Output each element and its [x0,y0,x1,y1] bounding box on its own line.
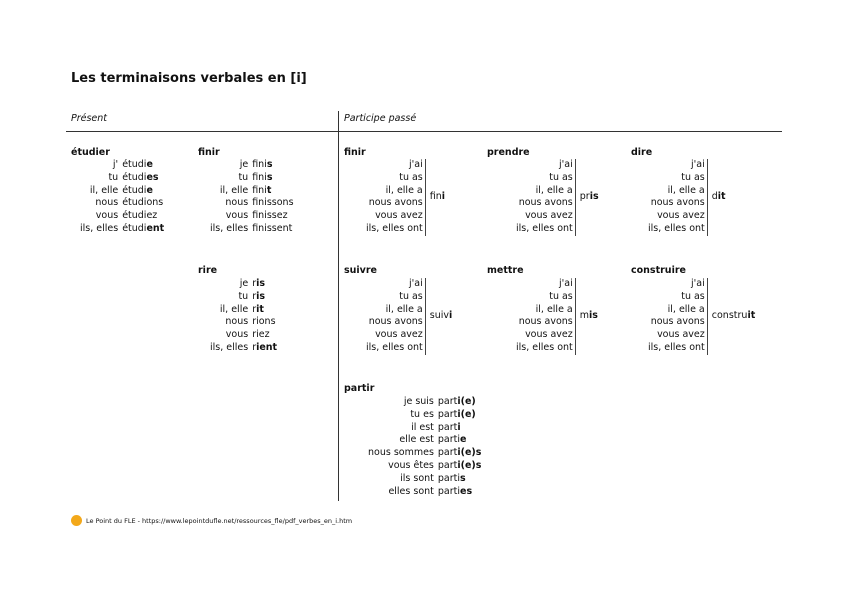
verb-ending: es [460,485,473,497]
conjugation-row [368,473,481,486]
verb-stem: étudi [122,171,147,183]
verb-form [252,210,293,223]
conjugation-row [210,329,277,342]
pronoun: tu es [410,408,434,420]
auxiliary: vous avez [648,329,707,342]
participle-row [648,278,755,291]
conjugation-row [80,223,164,236]
verb-ending: s [460,472,466,484]
participle-construire [648,278,755,355]
conjugation-row [210,278,277,291]
conjugation-row [210,159,294,172]
participle-row [648,159,726,172]
participle-row [366,159,445,172]
verb-stem: part [437,408,458,420]
conjugation-row [80,159,164,172]
verb-ending: e [146,184,153,196]
verb-ending: it [256,303,264,315]
pronoun: je suis [403,396,434,407]
verb-stem: riez [252,329,270,341]
verb-stem: finissez [252,210,288,222]
verb-name-partir: partir [344,383,375,394]
verb-stem: étudi [122,159,147,170]
verb-form [438,460,482,473]
participle-finir [366,159,445,236]
verb-stem: rions [252,316,276,328]
participle-suivre [366,278,452,355]
past-participle [575,278,598,355]
verb-stem: part [437,459,458,471]
conjugation-row [368,486,481,499]
auxiliary: ils, elles ont [648,342,707,355]
pronoun: nous [225,316,249,328]
auxiliary: il, elle a [366,304,425,317]
auxiliary: j'ai [516,278,575,291]
pronoun: il, elle [89,184,119,196]
participle-ending: it [747,309,756,321]
auxiliary: ils, elles ont [516,223,575,236]
pp-name-prendre: prendre [487,147,530,158]
auxiliary: j'ai [516,159,575,172]
participle-mettre [516,278,598,355]
conjugation-row [80,185,164,198]
auxiliary: ils, elles ont [366,342,425,355]
pronoun: ils, elles [210,341,249,353]
verb-name-finir: finir [198,147,220,158]
verb-ending: ient [256,341,278,353]
conjugation-rire [210,278,277,355]
verb-stem: fini [252,171,267,183]
conjugation-row [210,197,294,210]
verb-stem: parti [437,485,461,497]
pp-name-construire: construire [631,265,686,276]
participle-ending: i [441,190,446,202]
conjugation-etudier [80,159,164,236]
participle-row [516,159,599,172]
auxiliary: j'ai [648,159,707,172]
auxiliary: tu as [366,172,425,185]
participle-stem: fin [429,190,442,202]
pronoun: elle est [399,434,434,446]
conjugation-row [210,316,277,329]
auxiliary: tu as [648,291,707,304]
pronoun: vous [95,210,119,222]
verb-form [438,396,482,409]
past-participle [425,159,445,236]
participle-ending: is [589,309,598,321]
auxiliary: ils, elles ont [366,223,425,236]
footer-text[interactable]: Le Point du FLE - https://www.lepointdufle.net/ressources_fle/pdf_verbes_en_i.htm [86,516,353,525]
verb-form [438,409,482,422]
pp-name-mettre: mettre [487,265,524,276]
auxiliary: tu as [516,291,575,304]
auxiliary: nous avons [516,197,575,210]
conjugation-row [368,396,481,409]
auxiliary: vous avez [516,210,575,223]
auxiliary: il, elle a [366,185,425,198]
conjugation-row [210,304,277,317]
footer [71,515,352,526]
pronoun: vous [225,329,249,341]
auxiliary: vous avez [648,210,707,223]
pronoun: ils, elles [210,222,249,234]
pronoun: je [239,278,249,289]
pronoun: vous êtes [388,459,434,471]
auxiliary: tu as [516,172,575,185]
verb-stem: part [437,421,458,433]
verb-form [252,172,293,185]
verb-ending: i [457,421,461,433]
conjugation-row [80,197,164,210]
conjugation-partir [368,396,481,498]
pronoun: nous sommes [368,447,434,459]
auxiliary: j'ai [366,278,425,291]
verb-stem: r [252,303,257,315]
conjugation-finir [210,159,294,236]
header-divider [66,131,782,132]
verb-form [252,223,293,236]
verb-stem: parti [437,472,461,484]
page-title: Les terminaisons verbales en [i] [71,71,307,86]
auxiliary: j'ai [648,278,707,291]
section-participe: Participe passé [344,113,417,124]
verb-stem: étudi [122,184,147,196]
conjugation-row [210,342,277,355]
verb-stem: finissent [252,222,293,234]
pp-name-dire: dire [631,147,653,158]
conjugation-row [368,422,481,435]
pronoun: je [239,159,249,170]
pronoun: tu [108,171,119,183]
verb-stem: étudi [122,222,147,234]
verb-ending: i(e) [457,408,476,420]
auxiliary: nous avons [366,316,425,329]
participle-stem: suiv [429,309,449,321]
verb-form [252,159,293,172]
past-participle [575,159,598,236]
section-present: Présent [71,113,108,124]
participle-stem: constru [711,309,748,321]
verb-ending: i(e)s [457,459,482,471]
pronoun: il, elle [219,184,249,196]
verb-stem: étudions [122,197,164,209]
participle-ending: i [449,309,453,321]
participle-row [516,278,598,291]
auxiliary: vous avez [366,329,425,342]
verb-form [252,329,277,342]
participle-row [366,278,452,291]
conjugation-row [80,210,164,223]
auxiliary: ils, elles ont [516,342,575,355]
verb-ending: es [146,171,159,183]
verb-ending: i(e)s [457,447,482,459]
participle-ending: is [589,190,599,202]
auxiliary: tu as [366,291,425,304]
verb-ending: is [256,290,266,302]
auxiliary: vous avez [516,329,575,342]
verb-ending: e [460,434,467,446]
column-divider [338,111,339,501]
pronoun: vous [225,210,249,222]
verb-ending: s [266,171,273,183]
pronoun: il est [411,421,434,433]
auxiliary: il, elle a [516,304,575,317]
pronoun: tu [238,290,249,302]
verb-form [122,185,164,198]
auxiliary: nous avons [648,316,707,329]
pronoun: tu [238,171,249,183]
verb-form [122,210,164,223]
conjugation-row [210,223,294,236]
pronoun: j' [112,159,119,170]
verb-form [252,278,277,291]
participle-prendre [516,159,599,236]
auxiliary: j'ai [366,159,425,172]
verb-stem: fini [252,184,267,196]
verb-stem: part [437,396,458,407]
participle-dire [648,159,726,236]
conjugation-row [368,460,481,473]
verb-stem: finissons [252,197,294,209]
verb-form [438,486,482,499]
conjugation-row [210,210,294,223]
verb-name-etudier: étudier [71,147,110,158]
verb-form [122,197,164,210]
verb-stem: r [252,278,257,289]
verb-form [438,473,482,486]
verb-form [122,223,164,236]
verb-form [252,316,277,329]
verb-stem: part [437,447,458,459]
participle-stem: m [579,309,590,321]
pronoun: nous [225,197,249,209]
verb-form [252,197,293,210]
auxiliary: nous avons [648,197,707,210]
pronoun: il, elle [219,303,249,315]
verb-ending: s [266,159,273,170]
pronoun: ils, elles [80,222,119,234]
conjugation-row [80,172,164,185]
verb-form [438,434,482,447]
pp-name-finir: finir [344,147,366,158]
past-participle [707,159,725,236]
verb-form [438,447,482,460]
conjugation-row [210,185,294,198]
auxiliary: il, elle a [648,304,707,317]
verb-name-rire: rire [198,265,218,276]
past-participle [425,278,452,355]
verb-stem: r [252,341,257,353]
participle-ending: it [717,190,726,202]
verb-ending: is [256,278,266,289]
pronoun: elles sont [388,485,434,497]
logo-dot-icon [71,515,82,526]
conjugation-row [368,434,481,447]
conjugation-row [210,172,294,185]
verb-form [122,172,164,185]
conjugation-row [368,447,481,460]
auxiliary: tu as [648,172,707,185]
auxiliary: il, elle a [516,185,575,198]
participle-stem: pr [579,190,590,202]
verb-form [252,342,277,355]
verb-stem: r [252,290,257,302]
verb-form [252,304,277,317]
past-participle [707,278,755,355]
participle-stem: d [711,190,718,202]
pp-name-suivre: suivre [344,265,377,276]
verb-form [252,185,293,198]
auxiliary: ils, elles ont [648,223,707,236]
pronoun: nous [95,197,119,209]
verb-ending: ent [146,222,165,234]
verb-stem: fini [252,159,267,170]
auxiliary: nous avons [516,316,575,329]
auxiliary: nous avons [366,197,425,210]
verb-stem: parti [437,434,461,446]
verb-stem: étudiez [122,210,158,222]
pronoun: ils sont [400,472,434,484]
verb-ending: i(e) [457,396,476,407]
conjugation-row [210,291,277,304]
verb-ending: t [266,184,272,196]
verb-form [122,159,164,172]
auxiliary: il, elle a [648,185,707,198]
conjugation-row [368,409,481,422]
verb-form [438,422,482,435]
verb-form [252,291,277,304]
auxiliary: vous avez [366,210,425,223]
verb-ending: e [146,159,153,170]
